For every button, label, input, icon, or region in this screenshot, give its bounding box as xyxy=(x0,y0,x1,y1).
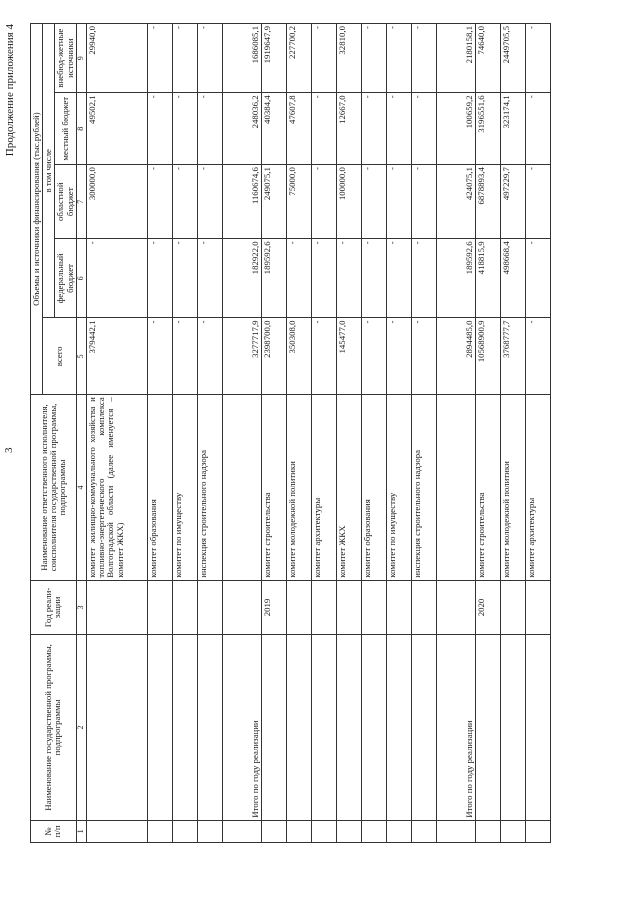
row-total: - xyxy=(361,318,386,395)
row-num xyxy=(436,820,475,842)
row-executor: комитет молодежной политики xyxy=(500,395,525,581)
row-year xyxy=(286,580,311,634)
row-federal: - xyxy=(525,239,550,318)
row-year xyxy=(336,580,361,634)
row-extra: - xyxy=(361,24,386,93)
column-number: 2 xyxy=(76,635,86,821)
row-year: 2020 xyxy=(475,580,500,634)
header-year: Год реали-зации xyxy=(31,580,77,634)
row-local: 47607,8 xyxy=(286,93,311,165)
table-row xyxy=(286,24,311,843)
header-program: Наименование государственной программы, подпрограммы xyxy=(31,635,77,821)
row-regional: - xyxy=(361,165,386,239)
row-num xyxy=(311,820,336,842)
row-total: 3277717,9 xyxy=(222,318,261,395)
table-row xyxy=(86,24,147,843)
row-regional: - xyxy=(197,165,222,239)
row-total: - xyxy=(172,318,197,395)
row-total: - xyxy=(197,318,222,395)
row-regional: 424075,1 xyxy=(436,165,475,239)
table-body xyxy=(86,24,550,843)
row-extra: 227700,2 xyxy=(286,24,311,93)
row-federal: 182922,0 xyxy=(222,239,261,318)
column-number: 5 xyxy=(76,318,86,395)
page-number: 3 xyxy=(3,447,15,453)
row-year xyxy=(500,580,525,634)
header-incl: в том числе xyxy=(43,24,55,319)
row-year xyxy=(436,580,475,634)
row-local: 12667,0 xyxy=(336,93,361,165)
row-extra: - xyxy=(311,24,336,93)
row-executor: комитет строительства xyxy=(475,395,500,581)
column-number: 8 xyxy=(76,93,86,165)
row-label: Итого по году реализации xyxy=(222,635,261,821)
row-executor xyxy=(222,395,261,581)
row-total: - xyxy=(411,318,436,395)
row-total: 2894485,0 xyxy=(436,318,475,395)
row-label xyxy=(336,635,361,821)
row-local: - xyxy=(311,93,336,165)
row-total: 350308,0 xyxy=(286,318,311,395)
row-year: 2019 xyxy=(261,580,286,634)
row-extra: 1686085,1 xyxy=(222,24,261,93)
row-total: 379442,1 xyxy=(86,318,147,395)
header-regional: областной бюджет xyxy=(55,165,76,239)
row-extra: - xyxy=(525,24,550,93)
row-federal: - xyxy=(361,239,386,318)
row-regional: 100000,0 xyxy=(336,165,361,239)
column-number: 1 xyxy=(76,820,86,842)
row-federal: 418815,9 xyxy=(475,239,500,318)
row-year xyxy=(311,580,336,634)
header-total: всего xyxy=(43,318,77,395)
row-federal: 498668,4 xyxy=(500,239,525,318)
row-regional: - xyxy=(172,165,197,239)
row-extra: 2180158,1 xyxy=(436,24,475,93)
table-row xyxy=(500,24,525,843)
row-federal: 189592,6 xyxy=(261,239,286,318)
row-executor xyxy=(436,395,475,581)
financing-table xyxy=(30,23,551,843)
row-executor: комитет ЖКХ xyxy=(336,395,361,581)
row-total: - xyxy=(311,318,336,395)
row-year xyxy=(222,580,261,634)
row-regional: 300000,0 xyxy=(86,165,147,239)
header-local: местный бюджет xyxy=(55,93,76,165)
row-regional: 75000,0 xyxy=(286,165,311,239)
row-local: 100659,2 xyxy=(436,93,475,165)
row-regional: 249075,1 xyxy=(261,165,286,239)
row-executor: инспекция строительного надзора xyxy=(197,395,222,581)
row-num xyxy=(361,820,386,842)
row-executor: комитет архитектуры xyxy=(311,395,336,581)
row-total: 3768777,7 xyxy=(500,318,525,395)
row-num xyxy=(261,820,286,842)
row-label xyxy=(261,635,286,821)
row-local: - xyxy=(525,93,550,165)
row-label xyxy=(386,635,411,821)
row-local: - xyxy=(172,93,197,165)
row-regional: - xyxy=(525,165,550,239)
header-num: № п/п xyxy=(31,820,77,842)
row-executor: комитет по имуществу xyxy=(386,395,411,581)
row-year xyxy=(197,580,222,634)
row-federal: - xyxy=(411,239,436,318)
row-executor: инспекция строительного надзора xyxy=(411,395,436,581)
row-federal: - xyxy=(311,239,336,318)
row-total: - xyxy=(147,318,172,395)
row-total: 10568900,9 xyxy=(475,318,500,395)
table-row xyxy=(411,24,436,843)
row-num xyxy=(147,820,172,842)
row-num xyxy=(525,820,550,842)
row-label xyxy=(525,635,550,821)
row-regional: - xyxy=(147,165,172,239)
row-extra: 74640,0 xyxy=(475,24,500,93)
column-number: 4 xyxy=(76,395,86,581)
row-total: - xyxy=(386,318,411,395)
row-regional: - xyxy=(311,165,336,239)
header-volumes: Объемы и источники финансирования (тыс.рублей) xyxy=(31,24,43,395)
row-executor: комитет молодежной политики xyxy=(286,395,311,581)
row-executor: комитет образования xyxy=(147,395,172,581)
row-num xyxy=(286,820,311,842)
appendix-note: Продолжение приложения 4 xyxy=(4,24,16,157)
row-num xyxy=(222,820,261,842)
row-label xyxy=(86,635,147,821)
row-year xyxy=(361,580,386,634)
row-federal: - xyxy=(197,239,222,318)
row-federal: - xyxy=(86,239,147,318)
row-local: - xyxy=(361,93,386,165)
row-federal: 189592,6 xyxy=(436,239,475,318)
row-label xyxy=(172,635,197,821)
row-num xyxy=(172,820,197,842)
row-federal: - xyxy=(286,239,311,318)
column-number: 3 xyxy=(76,580,86,634)
table-row xyxy=(386,24,411,843)
column-number: 7 xyxy=(76,165,86,239)
row-label xyxy=(411,635,436,821)
row-num xyxy=(475,820,500,842)
row-regional: - xyxy=(386,165,411,239)
row-year xyxy=(411,580,436,634)
row-year xyxy=(147,580,172,634)
row-total: 2398700,0 xyxy=(261,318,286,395)
column-number-row xyxy=(76,24,86,843)
total-row xyxy=(222,24,261,843)
row-extra: 1919647,9 xyxy=(261,24,286,93)
row-label xyxy=(147,635,172,821)
row-label xyxy=(475,635,500,821)
table-row xyxy=(172,24,197,843)
row-federal: - xyxy=(336,239,361,318)
row-label: Итого по году реализации xyxy=(436,635,475,821)
row-num xyxy=(386,820,411,842)
header-executor: Наименование ответственного исполнителя, соисполнителя государственной программы, подпрограммы xyxy=(31,395,77,581)
row-num xyxy=(336,820,361,842)
row-executor: комитет строительства xyxy=(261,395,286,581)
row-executor: комитет образования xyxy=(361,395,386,581)
row-local: - xyxy=(386,93,411,165)
table-row xyxy=(525,24,550,843)
row-num xyxy=(197,820,222,842)
column-number: 9 xyxy=(76,24,86,93)
row-num xyxy=(411,820,436,842)
row-executor: комитет по имуществу xyxy=(172,395,197,581)
row-total: - xyxy=(525,318,550,395)
row-executor: комитет архитектуры xyxy=(525,395,550,581)
row-num xyxy=(500,820,525,842)
header-federal: федеральный бюджет xyxy=(55,239,76,318)
header-extra: внебюд-жетные источники xyxy=(55,24,76,93)
table-row xyxy=(197,24,222,843)
row-regional: 1160674,6 xyxy=(222,165,261,239)
row-executor: комитет жилищно-коммунального хозяйства и топливно-энергетического комплекса Волгоградской области (далее именуется – комитет ЖКХ) xyxy=(86,395,147,581)
row-regional: 497229,7 xyxy=(500,165,525,239)
row-local: 248036,2 xyxy=(222,93,261,165)
row-label xyxy=(286,635,311,821)
row-federal: - xyxy=(172,239,197,318)
row-extra: 32810,0 xyxy=(336,24,361,93)
row-local: - xyxy=(411,93,436,165)
row-regional: 6878893,4 xyxy=(475,165,500,239)
row-regional: - xyxy=(411,165,436,239)
column-number: 6 xyxy=(76,239,86,318)
row-year xyxy=(172,580,197,634)
row-extra: - xyxy=(197,24,222,93)
row-label xyxy=(311,635,336,821)
row-extra: 29940,0 xyxy=(86,24,147,93)
row-year xyxy=(86,580,147,634)
row-extra: 2449705,5 xyxy=(500,24,525,93)
row-local: - xyxy=(197,93,222,165)
table-row xyxy=(261,24,286,843)
row-label xyxy=(500,635,525,821)
row-federal: - xyxy=(147,239,172,318)
row-federal: - xyxy=(386,239,411,318)
row-label xyxy=(197,635,222,821)
table-row xyxy=(147,24,172,843)
total-row xyxy=(436,24,475,843)
table-row xyxy=(361,24,386,843)
row-num xyxy=(86,820,147,842)
row-local: 40384,4 xyxy=(261,93,286,165)
table-row xyxy=(336,24,361,843)
row-year xyxy=(525,580,550,634)
row-local: 3196551,6 xyxy=(475,93,500,165)
row-extra: - xyxy=(172,24,197,93)
row-year xyxy=(386,580,411,634)
row-label xyxy=(361,635,386,821)
row-total: 145477,0 xyxy=(336,318,361,395)
row-extra: - xyxy=(411,24,436,93)
table-row xyxy=(311,24,336,843)
row-local: 49502,1 xyxy=(86,93,147,165)
row-extra: - xyxy=(147,24,172,93)
row-extra: - xyxy=(386,24,411,93)
table-row xyxy=(475,24,500,843)
row-local: - xyxy=(147,93,172,165)
row-local: 323174,1 xyxy=(500,93,525,165)
